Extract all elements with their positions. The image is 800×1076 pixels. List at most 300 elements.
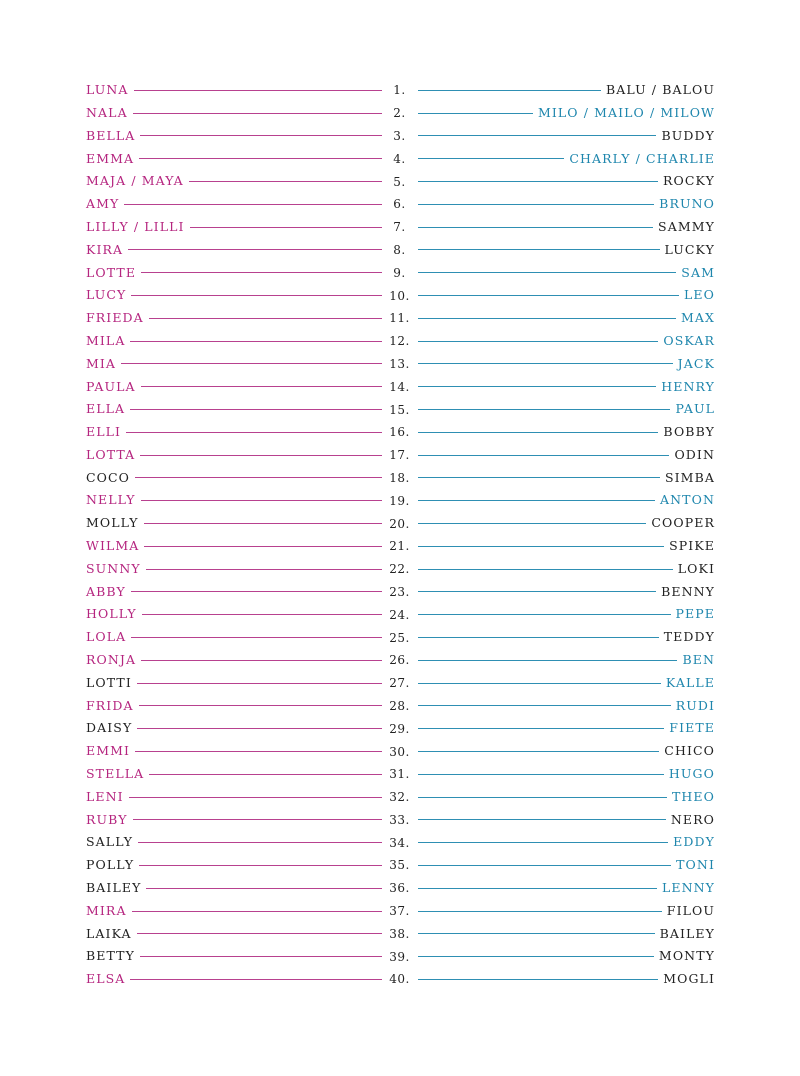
rank-number: 13. — [389, 356, 410, 371]
female-leader-line — [124, 204, 382, 205]
female-leader-line — [137, 728, 382, 729]
ranking-row — [0, 261, 800, 284]
female-leader-line — [140, 135, 382, 136]
ranking-row — [0, 717, 800, 740]
male-leader-line — [418, 911, 662, 912]
female-name-entry — [86, 626, 382, 649]
ranking-row — [0, 489, 800, 512]
ranking-row — [0, 535, 800, 558]
ranking-row — [0, 922, 800, 945]
female-name: EMMA — [86, 150, 135, 166]
ranking-row — [0, 649, 800, 672]
female-leader-line — [133, 819, 382, 820]
male-name: CHICO — [664, 743, 715, 759]
male-name-entry — [418, 125, 715, 148]
male-name-entry — [418, 261, 715, 284]
ranking-row — [0, 558, 800, 581]
female-name: NALA — [86, 104, 128, 120]
rank-number: 8. — [393, 242, 406, 257]
rank-number: 25. — [389, 630, 410, 645]
male-leader-line — [418, 728, 664, 729]
female-leader-line — [146, 888, 382, 889]
ranking-row — [0, 626, 800, 649]
male-name-entry — [418, 79, 715, 102]
ranking-row — [0, 695, 800, 718]
female-leader-line — [141, 386, 382, 387]
male-leader-line — [418, 500, 655, 501]
male-name: FIETE — [669, 720, 715, 736]
ranking-row — [0, 284, 800, 307]
male-name: ODIN — [674, 446, 715, 462]
rank-number: 5. — [393, 174, 406, 189]
female-leader-line — [139, 865, 382, 866]
ranking-row — [0, 125, 800, 148]
ranking-row — [0, 581, 800, 604]
female-name-entry — [86, 603, 382, 626]
female-leader-line — [137, 683, 382, 684]
female-name-entry — [86, 467, 382, 490]
female-name-entry — [86, 375, 382, 398]
female-name: LOTTE — [86, 264, 137, 280]
male-leader-line — [418, 751, 659, 752]
male-leader-line — [418, 569, 673, 570]
male-leader-line — [418, 249, 660, 250]
ranking-row — [0, 307, 800, 330]
male-name: LEO — [684, 287, 715, 303]
male-name-entry — [418, 307, 715, 330]
female-leader-line — [146, 569, 382, 570]
rank-number: 16. — [389, 425, 410, 440]
female-leader-line — [131, 637, 382, 638]
female-leader-line — [129, 797, 382, 798]
male-name: THEO — [671, 788, 715, 804]
male-name: PEPE — [675, 606, 715, 622]
female-leader-line — [139, 158, 382, 159]
male-name: NERO — [670, 811, 715, 827]
male-leader-line — [418, 774, 664, 775]
male-leader-line — [418, 295, 679, 296]
rank-number: 1. — [393, 83, 406, 98]
female-leader-line — [130, 341, 382, 342]
female-name-entry — [86, 740, 382, 763]
ranking-row — [0, 603, 800, 626]
female-leader-line — [140, 455, 382, 456]
female-name-entry — [86, 307, 382, 330]
female-name: BAILEY — [86, 880, 142, 896]
rank-number: 28. — [389, 698, 410, 713]
male-name: ANTON — [660, 492, 715, 508]
female-leader-line — [134, 90, 382, 91]
male-leader-line — [418, 409, 670, 410]
rank-number: 26. — [389, 653, 410, 668]
female-name-entry — [86, 102, 382, 125]
ranking-row — [0, 763, 800, 786]
male-name-entry — [418, 809, 715, 832]
ranking-row — [0, 945, 800, 968]
female-name: SUNNY — [86, 560, 141, 576]
ranking-row — [0, 854, 800, 877]
female-leader-line — [141, 272, 382, 273]
male-leader-line — [418, 158, 564, 159]
rank-number: 38. — [389, 926, 410, 941]
female-leader-line — [121, 363, 382, 364]
ranking-row — [0, 467, 800, 490]
male-name-entry — [418, 375, 715, 398]
female-name: AMY — [86, 196, 120, 212]
ranking-row — [0, 900, 800, 923]
ranking-row — [0, 353, 800, 376]
female-name-entry — [86, 945, 382, 968]
female-leader-line — [126, 432, 382, 433]
rank-number: 23. — [389, 584, 410, 599]
female-leader-line — [189, 181, 382, 182]
male-name: LENNY — [661, 880, 715, 896]
male-leader-line — [418, 956, 654, 957]
female-name-entry — [86, 922, 382, 945]
female-name: NELLY — [86, 492, 136, 508]
male-leader-line — [418, 341, 658, 342]
female-leader-line — [131, 591, 382, 592]
male-name: KALLE — [665, 674, 715, 690]
ranking-row — [0, 170, 800, 193]
male-leader-line — [418, 135, 656, 136]
male-name: BAILEY — [659, 925, 715, 941]
male-name-entry — [418, 672, 715, 695]
female-name: PAULA — [86, 378, 136, 394]
rank-number: 35. — [389, 858, 410, 873]
male-leader-line — [418, 363, 673, 364]
rank-number: 32. — [389, 790, 410, 805]
male-leader-line — [418, 386, 656, 387]
rank-number: 36. — [389, 881, 410, 896]
male-leader-line — [418, 591, 656, 592]
male-leader-line — [418, 865, 671, 866]
female-name-entry — [86, 877, 382, 900]
rank-number: 34. — [389, 835, 410, 850]
male-leader-line — [418, 90, 601, 91]
female-name-entry — [86, 444, 382, 467]
female-name: ELSA — [86, 971, 126, 987]
male-name: LUCKY — [664, 241, 715, 257]
female-name: STELLA — [86, 766, 145, 782]
female-name: HOLLY — [86, 606, 137, 622]
female-name-entry — [86, 398, 382, 421]
male-name: BEN — [682, 652, 715, 668]
rank-number: 20. — [389, 516, 410, 531]
female-leader-line — [142, 614, 382, 615]
rank-number: 21. — [389, 539, 410, 554]
male-name-entry — [418, 968, 715, 991]
female-name-entry — [86, 831, 382, 854]
female-name-entry — [86, 649, 382, 672]
male-name: HUGO — [668, 766, 715, 782]
male-name: BRUNO — [659, 196, 715, 212]
rank-number: 2. — [393, 106, 406, 121]
female-name-entry — [86, 786, 382, 809]
female-name-entry — [86, 147, 382, 170]
male-leader-line — [418, 888, 657, 889]
male-leader-line — [418, 227, 653, 228]
female-name-entry — [86, 193, 382, 216]
ranking-row — [0, 512, 800, 535]
female-leader-line — [137, 933, 382, 934]
female-name-entry — [86, 330, 382, 353]
female-name: FRIDA — [86, 697, 134, 713]
female-name: FRIEDA — [86, 310, 144, 326]
female-leader-line — [138, 842, 382, 843]
female-leader-line — [141, 660, 382, 661]
female-leader-line — [135, 751, 382, 752]
female-name: BETTY — [86, 948, 135, 964]
male-leader-line — [418, 204, 654, 205]
male-name-entry — [418, 626, 715, 649]
rank-number: 31. — [389, 767, 410, 782]
male-name-entry — [418, 193, 715, 216]
ranking-row — [0, 375, 800, 398]
ranking-row — [0, 216, 800, 239]
female-name: POLLY — [86, 857, 135, 873]
rank-number: 4. — [393, 151, 406, 166]
female-name-entry — [86, 763, 382, 786]
female-name-entry — [86, 489, 382, 512]
female-leader-line — [149, 774, 382, 775]
female-name-entry — [86, 421, 382, 444]
ranking-row — [0, 79, 800, 102]
female-name: EMMI — [86, 743, 131, 759]
female-name: LENI — [86, 788, 124, 804]
female-name: RUBY — [86, 811, 128, 827]
female-name-entry — [86, 672, 382, 695]
male-name: COOPER — [651, 515, 715, 531]
female-name: LUNA — [86, 82, 129, 98]
male-name-entry — [418, 444, 715, 467]
rank-number: 30. — [389, 744, 410, 759]
male-name: CHARLY / CHARLIE — [569, 150, 715, 166]
male-name-entry — [418, 102, 715, 125]
rank-number: 7. — [393, 220, 406, 235]
female-name: LAIKA — [86, 925, 132, 941]
female-name-entry — [86, 125, 382, 148]
female-leader-line — [144, 546, 382, 547]
female-leader-line — [139, 705, 382, 706]
male-name-entry — [418, 763, 715, 786]
male-name-entry — [418, 854, 715, 877]
female-name: MOLLY — [86, 515, 139, 531]
rank-number: 9. — [393, 265, 406, 280]
male-name: MILO / MAILO / MILOW — [537, 104, 715, 120]
male-leader-line — [418, 842, 668, 843]
male-name-entry — [418, 900, 715, 923]
male-name-entry — [418, 717, 715, 740]
female-name: LILLY / LILLI — [86, 218, 185, 234]
female-name: RONJA — [86, 652, 137, 668]
male-name: JACK — [677, 355, 715, 371]
male-leader-line — [418, 432, 658, 433]
female-leader-line — [131, 295, 382, 296]
male-name: EDDY — [673, 834, 715, 850]
male-name: OSKAR — [663, 332, 715, 348]
female-name-entry — [86, 968, 382, 991]
female-leader-line — [135, 477, 382, 478]
female-name-entry — [86, 900, 382, 923]
male-name: FILOU — [666, 902, 715, 918]
male-name-entry — [418, 512, 715, 535]
ranking-row — [0, 147, 800, 170]
female-leader-line — [144, 523, 382, 524]
male-leader-line — [418, 660, 677, 661]
male-name: SAM — [681, 264, 715, 280]
rank-number: 37. — [389, 904, 410, 919]
male-name-entry — [418, 239, 715, 262]
male-leader-line — [418, 705, 671, 706]
male-name: ROCKY — [663, 173, 715, 189]
rank-number: 17. — [389, 448, 410, 463]
male-leader-line — [418, 637, 659, 638]
female-name-entry — [86, 512, 382, 535]
ranking-row — [0, 672, 800, 695]
female-name: LOLA — [86, 629, 127, 645]
male-name-entry — [418, 467, 715, 490]
female-name: DAISY — [86, 720, 133, 736]
male-name-entry — [418, 353, 715, 376]
male-name-entry — [418, 581, 715, 604]
male-name-entry — [418, 147, 715, 170]
male-name: SPIKE — [669, 538, 715, 554]
female-name: ELLI — [86, 424, 122, 440]
male-name: PAUL — [675, 401, 715, 417]
female-name-entry — [86, 809, 382, 832]
ranking-row — [0, 239, 800, 262]
female-leader-line — [133, 113, 382, 114]
rank-number: 40. — [389, 972, 410, 987]
female-name-entry — [86, 353, 382, 376]
male-leader-line — [418, 318, 676, 319]
male-name: BALU / BALOU — [605, 82, 715, 98]
female-leader-line — [141, 500, 382, 501]
rank-number: 12. — [389, 334, 410, 349]
ranking-row — [0, 193, 800, 216]
female-name-entry — [86, 558, 382, 581]
female-leader-line — [140, 956, 382, 957]
male-name: BENNY — [661, 583, 715, 599]
female-name-entry — [86, 717, 382, 740]
male-leader-line — [418, 546, 664, 547]
ranking-row — [0, 831, 800, 854]
female-name: LUCY — [86, 287, 127, 303]
rank-number: 14. — [389, 379, 410, 394]
female-name: LOTTI — [86, 674, 132, 690]
female-leader-line — [130, 409, 382, 410]
male-name-entry — [418, 695, 715, 718]
male-name: LOKI — [677, 560, 715, 576]
ranking-row — [0, 786, 800, 809]
male-name-entry — [418, 945, 715, 968]
rank-number: 6. — [393, 197, 406, 212]
male-name-entry — [418, 489, 715, 512]
rank-number: 10. — [389, 288, 410, 303]
female-leader-line — [190, 227, 382, 228]
male-name: MAX — [680, 310, 715, 326]
female-name: MIRA — [86, 902, 127, 918]
male-leader-line — [418, 614, 671, 615]
male-leader-line — [418, 272, 676, 273]
female-name: MIA — [86, 355, 117, 371]
male-leader-line — [418, 181, 658, 182]
male-leader-line — [418, 683, 661, 684]
male-name-entry — [418, 603, 715, 626]
male-leader-line — [418, 477, 660, 478]
female-name: ELLA — [86, 401, 126, 417]
ranking-row — [0, 968, 800, 991]
rank-number: 15. — [389, 402, 410, 417]
male-leader-line — [418, 455, 669, 456]
male-name: TEDDY — [663, 629, 715, 645]
male-name: BUDDY — [661, 127, 715, 143]
female-name-entry — [86, 79, 382, 102]
female-name-entry — [86, 695, 382, 718]
female-name-entry — [86, 261, 382, 284]
male-name: BOBBY — [663, 424, 715, 440]
female-leader-line — [132, 911, 382, 912]
rank-number: 27. — [389, 676, 410, 691]
rank-number: 39. — [389, 949, 410, 964]
ranking-row — [0, 330, 800, 353]
female-name-entry — [86, 854, 382, 877]
female-name-entry — [86, 216, 382, 239]
male-leader-line — [418, 979, 658, 980]
female-name: WILMA — [86, 538, 140, 554]
male-name-entry — [418, 831, 715, 854]
male-name-entry — [418, 877, 715, 900]
female-name: ABBY — [86, 583, 126, 599]
rank-number: 3. — [393, 128, 406, 143]
male-name: MOGLI — [663, 971, 715, 987]
female-leader-line — [128, 249, 382, 250]
ranking-row — [0, 740, 800, 763]
ranking-row — [0, 809, 800, 832]
male-name-entry — [418, 330, 715, 353]
rank-number: 18. — [389, 470, 410, 485]
female-name-entry — [86, 239, 382, 262]
rank-number: 19. — [389, 493, 410, 508]
name-ranking-list — [0, 79, 800, 991]
female-name-entry — [86, 170, 382, 193]
female-leader-line — [149, 318, 382, 319]
female-leader-line — [130, 979, 382, 980]
male-name-entry — [418, 398, 715, 421]
ranking-row — [0, 877, 800, 900]
female-name: COCO — [86, 469, 131, 485]
male-name-entry — [418, 170, 715, 193]
female-name: BELLA — [86, 127, 136, 143]
ranking-row — [0, 102, 800, 125]
male-name-entry — [418, 922, 715, 945]
rank-number: 22. — [389, 562, 410, 577]
female-name: SALLY — [86, 834, 134, 850]
female-name: MILA — [86, 332, 126, 348]
male-leader-line — [418, 933, 655, 934]
male-leader-line — [418, 797, 667, 798]
male-name: HENRY — [661, 378, 715, 394]
male-name: RUDI — [675, 697, 715, 713]
male-name-entry — [418, 649, 715, 672]
male-leader-line — [418, 523, 646, 524]
male-name: MONTY — [658, 948, 715, 964]
ranking-row — [0, 444, 800, 467]
male-leader-line — [418, 113, 533, 114]
rank-number: 33. — [389, 812, 410, 827]
male-name-entry — [418, 216, 715, 239]
